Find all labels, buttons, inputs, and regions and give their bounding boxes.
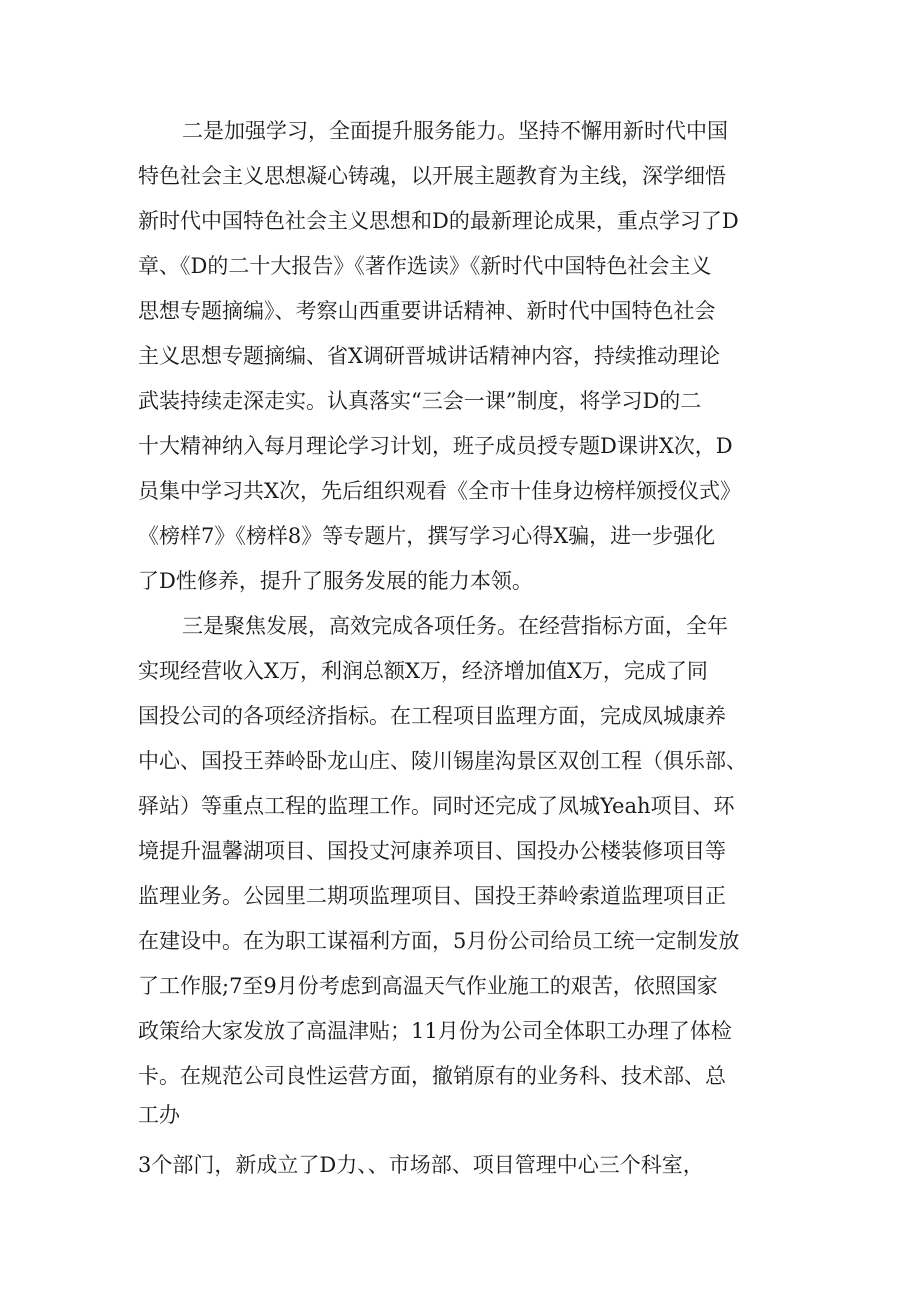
paragraph-2-line: 中心、国投王莽岭卧龙山庄、陵川锡崖沟景区双创工程（俱乐部、 xyxy=(138,749,747,773)
paragraph-2-line: 在建设中。在为职工谋福利方面，5月份公司给员工统一定制发放 xyxy=(138,929,740,953)
paragraph-2-line: 国投公司的各项经济指标。在工程项目监理方面，完成凤城康养 xyxy=(138,704,726,728)
paragraph-3-line: 3个部门，新成立了D力、、市场部、项目管理中心三个科室， xyxy=(138,1153,704,1177)
paragraph-2-line: 实现经营收入X万，利润总额X万，经济增加值X万，完成了同 xyxy=(138,659,708,683)
paragraph-2-line: 卡。在规范公司良性运营方面，撤销原有的业务科、技术部、总 xyxy=(138,1064,726,1088)
paragraph-1-line: 员集中学习共X次，先后组织观看《全市十佳身边榜样颁授仪式》 xyxy=(138,479,741,503)
paragraph-1-line: 武装持续走深走实。认真落实“三会一课”制度，将学习D的二 xyxy=(138,389,702,413)
paragraph-2-line: 驿站）等重点工程的监理工作。同时还完成了凤城Yeah项目、环 xyxy=(138,794,735,818)
paragraph-2-line: 了工作服;7至9月份考虑到高温天气作业施工的艰苦，依照国家 xyxy=(138,974,718,998)
paragraph-1-line: 主义思想专题摘编、省X调研晋城讲话精神内容，持续推动理论 xyxy=(138,344,720,368)
paragraph-1-line: 特色社会主义思想凝心铸魂，以开展主题教育为主线，深学细悟 xyxy=(138,164,726,188)
paragraph-1-line: 《榜样7》《榜样8》等专题片，撰写学习心得X骗，进一步强化 xyxy=(138,524,716,548)
paragraph-1-line: 二是加强学习，全面提升服务能力。坚持不懈用新时代中国 xyxy=(182,119,728,143)
paragraph-1-line: 了D性修养，提升了服务发展的能力本领。 xyxy=(138,569,533,593)
paragraph-1-line: 思想专题摘编》、考察山西重要讲话精神、新时代中国特色社会 xyxy=(138,299,716,323)
paragraph-2-line: 监理业务。公园里二期项监理项目、国投王莽岭索道监理项目正 xyxy=(138,884,726,908)
paragraph-2-line: 三是聚焦发展，高效完成各项任务。在经营指标方面，全年 xyxy=(182,614,728,638)
paragraph-1-line: 新时代中国特色社会主义思想和D的最新理论成果，重点学习了D xyxy=(138,209,739,233)
paragraph-1-line: 十大精神纳入每月理论学习计划，班子成员授专题D课讲X次，D xyxy=(138,434,733,458)
paragraph-2-line: 工办 xyxy=(138,1103,180,1127)
paragraph-2-line: 境提升温馨湖项目、国投丈河康养项目、国投办公楼装修项目等 xyxy=(138,839,726,863)
paragraph-2-line: 政策给大家发放了高温津贴；11月份为公司全体职工办理了体检 xyxy=(138,1019,732,1043)
paragraph-1-line: 章、《D的二十大报告》《著作选读》《新时代中国特色社会主义 xyxy=(138,254,712,278)
